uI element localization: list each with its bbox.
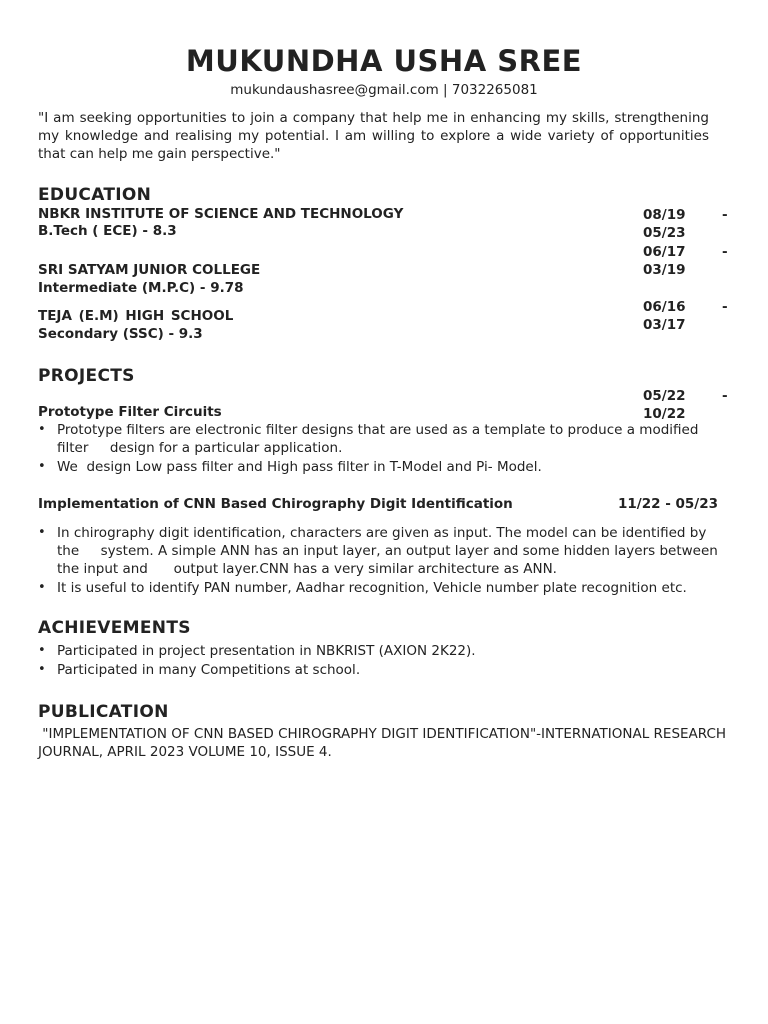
list-item: • In chirography digit identification, characters are given as input. The model can be identified by the system. A simple ANN has an input layer, an output layer and some hidden layers between the input and output layer.CNN has a very similar architecture as ANN. [38, 524, 728, 578]
achievements-heading: ACHIEVEMENTS [38, 618, 191, 638]
education-end-date: 03/17 [643, 317, 686, 333]
projects-heading: PROJECTS [38, 366, 135, 386]
project-start-date: 05/22 [643, 388, 686, 404]
project-title: Prototype Filter Circuits [38, 404, 222, 420]
project-end-date: 10/22 [643, 406, 686, 422]
candidate-name: MUKUNDHA USHA SREE [185, 44, 583, 78]
date-dash: - [722, 207, 728, 223]
objective-statement: "I am seeking opportunities to join a company that help me in enhancing my skills, strengthening my knowledge and realising my potential. I am willing to explore a wide variety of opportunities that can help me gain perspective." [38, 110, 709, 162]
achievements-list [38, 642, 728, 680]
publication-heading: PUBLICATION [38, 702, 169, 722]
contact-line: mukundaushasree@gmail.com | 7032265081 [230, 82, 538, 98]
project-dates: 11/22 - 05/23 [618, 496, 719, 512]
project-bullets [38, 421, 728, 477]
project-title: Implementation of CNN Based Chirography Digit Identification [38, 496, 513, 512]
education-institution: SRI SATYAM JUNIOR COLLEGE [38, 262, 261, 278]
list-item: • It is useful to identify PAN number, Aadhar recognition, Vehicle number plate recognition etc. [38, 579, 728, 597]
education-start-date: 08/19 [643, 207, 686, 223]
list-item: • We design Low pass filter and High pass filter in T-Model and Pi- Model. [38, 458, 728, 476]
date-dash: - [722, 244, 728, 260]
education-dates [643, 298, 733, 334]
publication-text: "IMPLEMENTATION OF CNN BASED CHIROGRAPHY DIGIT IDENTIFICATION"-INTERNATIONAL RESEARCH JOURNAL, APRIL 2023 VOLUME 10, ISSUE 4. [38, 726, 731, 760]
education-start-date: 06/16 [643, 299, 686, 315]
education-degree: Secondary (SSC) - 9.3 [38, 326, 203, 342]
list-item: • Participated in project presentation in NBKRIST (AXION 2K22). [38, 642, 728, 660]
date-dash: - [722, 388, 728, 404]
education-start-date: 06/17 [643, 244, 686, 260]
education-dates [643, 243, 733, 279]
education-end-date: 03/19 [643, 262, 686, 278]
education-degree: B.Tech ( ECE) - 8.3 [38, 223, 177, 239]
education-degree: Intermediate (M.P.C) - 9.78 [38, 280, 244, 296]
project-bullets [38, 524, 728, 598]
education-institution: NBKR INSTITUTE OF SCIENCE AND TECHNOLOGY [38, 206, 404, 222]
project-dates [643, 387, 733, 423]
date-dash: - [722, 299, 728, 315]
list-item: • Prototype filters are electronic filter designs that are used as a template to produce a modified filter design for a particular application. [38, 421, 728, 457]
education-dates [643, 206, 733, 242]
education-institution: TEJA (E.M) HIGH SCHOOL [38, 308, 234, 324]
education-end-date: 05/23 [643, 225, 686, 241]
list-item: • Participated in many Competitions at school. [38, 661, 728, 679]
education-heading: EDUCATION [38, 185, 152, 205]
